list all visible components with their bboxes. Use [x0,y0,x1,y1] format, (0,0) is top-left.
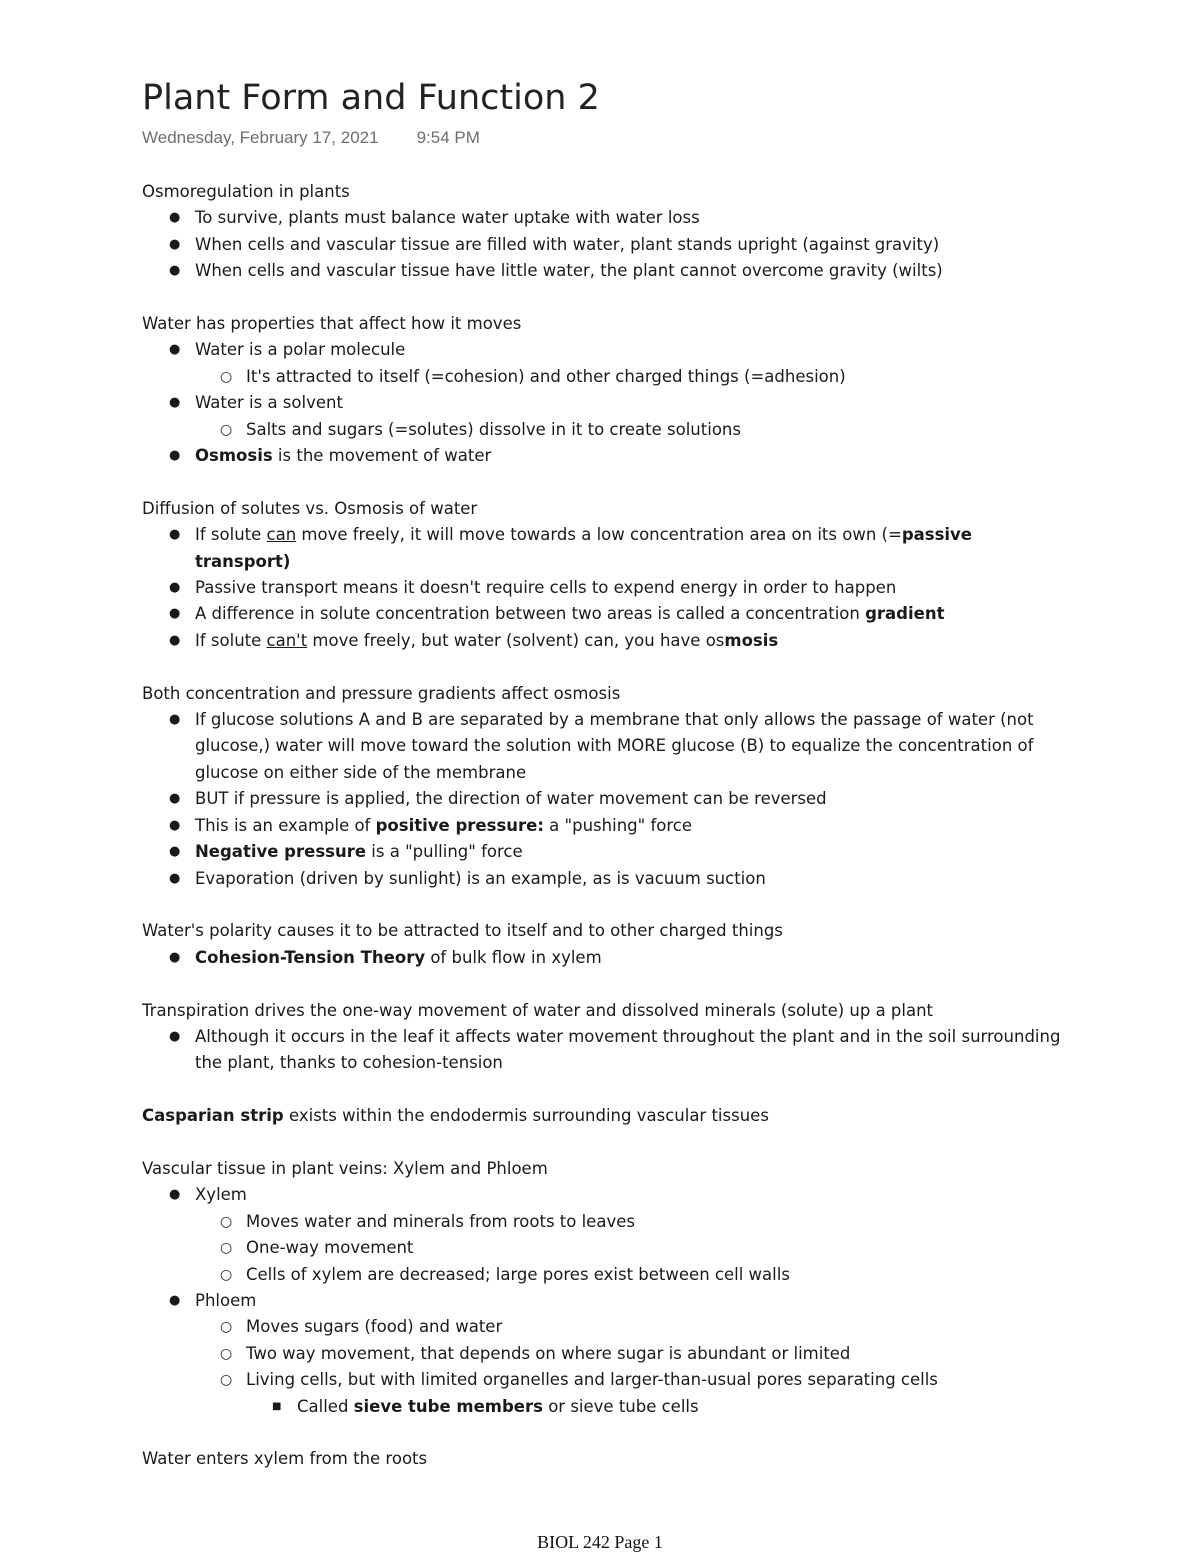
list-item-text: of bulk flow in xylem [425,947,602,967]
list-item-text: is the movement of water [272,446,492,466]
sub-list-item [195,364,1072,390]
circle-bullet-icon: ○ [220,1345,233,1362]
list-item [142,1024,1072,1077]
sub-list-item [195,1209,1072,1235]
list-item-text: Cells of xylem are decreased; large pores exist between cell walls [246,1264,790,1284]
section-heading: Vascular tissue in plant veins: Xylem and Phloem [142,1158,548,1178]
list-item-text: Xylem [195,1185,247,1205]
list-item-text: Living cells, but with limited organelles and larger-than-usual pores separating cells [246,1370,938,1390]
bullet-icon: ● [169,844,181,860]
list-item-text: a "pushing" force [543,815,693,835]
note-body [142,179,1072,1473]
list-item [142,866,1072,892]
sub-list-item [195,1367,1072,1420]
bullet-icon: ● [169,712,181,728]
list-item-text: It's attracted to itself (=cohesion) and other charged things (=adhesion) [246,366,846,386]
bold-term: passive transport) [195,525,973,571]
circle-bullet-icon: ○ [220,368,233,385]
heading-text: exists within the endodermis surrounding vascular tissues [283,1106,769,1126]
section-heading: Transpiration drives the one-way movement of water and dissolved minerals (solute) up a plant [142,1000,934,1020]
bullet-list [142,945,1072,971]
bold-term: Cohesion-Tension Theory [195,947,426,967]
bullet-icon: ● [169,949,181,965]
bold-term: gradient [865,604,945,624]
list-item [142,575,1072,601]
list-item [142,786,1072,812]
list-item [142,443,1072,469]
underlined-term: can [266,525,297,545]
list-item [142,707,1072,786]
bullet-icon: ● [169,870,181,886]
list-item [142,522,1072,575]
circle-bullet-icon: ○ [220,1372,233,1389]
list-item-text: When cells and vascular tissue are filled with water, plant stands upright (against gravity) [195,234,940,254]
list-item-text: Moves sugars (food) and water [246,1317,503,1337]
list-item-text: If solute [195,630,267,650]
list-item-text: Salts and sugars (=solutes) dissolve in it to create solutions [246,419,741,439]
bold-term: positive pressure: [375,815,544,835]
section-heading: Both concentration and pressure gradients affect osmosis [142,683,621,703]
sub-list [195,417,1072,443]
list-item [142,601,1072,627]
sub-list [195,364,1072,390]
sub-list-item [195,1314,1072,1340]
sub-list-item [195,417,1072,443]
bullet-icon: ● [169,580,181,596]
list-item [142,945,1072,971]
bullet-icon: ● [169,236,181,252]
section-roots [142,1446,1072,1472]
sub-sub-list [246,1394,1072,1420]
bold-term: Osmosis [195,446,273,466]
square-bullet-icon: ■ [272,1400,282,1412]
list-item [142,390,1072,443]
section-transpiration [142,998,1072,1077]
list-item-text: is a "pulling" force [366,842,523,862]
bold-term: Casparian strip [142,1106,284,1126]
list-item-text: If solute [195,525,267,545]
page-time: 9:54 PM [416,128,480,147]
page-title: Plant Form and Function 2 [142,78,600,118]
list-item-text: Although it occurs in the leaf it affects water movement throughout the plant and in the soil surrounding the plant, thanks to cohesion-tension [195,1026,1061,1073]
section-vascular [142,1156,1072,1420]
bullet-icon: ● [169,395,181,411]
page-date: Wednesday, February 17, 2021 [142,128,379,147]
section-heading: Water's polarity causes it to be attracted to itself and to other charged things [142,921,783,941]
bullet-list [142,337,1072,469]
section-osmoregulation [142,179,1072,285]
page-footer: BIOL 242 Page 1 [537,1532,663,1552]
list-item-text: This is an example of [195,815,376,835]
sub-list [195,1314,1072,1420]
circle-bullet-icon: ○ [220,1319,233,1336]
section-polarity [142,918,1072,971]
list-item-text: Moves water and minerals from roots to leaves [246,1211,635,1231]
bullet-list [142,707,1072,892]
list-item [142,337,1072,390]
circle-bullet-icon: ○ [220,421,233,438]
list-item-text: Water is a polar molecule [195,340,406,360]
list-item [142,1288,1072,1420]
list-item [142,258,1072,284]
list-item-text: A difference in solute concentration between two areas is called a concentration [195,604,866,624]
list-item [142,232,1072,258]
sub-list-item [195,1341,1072,1367]
bullet-list [142,1182,1072,1420]
circle-bullet-icon: ○ [220,1213,233,1230]
list-item-text: One-way movement [246,1238,414,1258]
section-heading: Water has properties that affect how it moves [142,314,522,334]
list-item-text: BUT if pressure is applied, the direction of water movement can be reversed [195,789,827,809]
section-diffusion [142,496,1072,654]
circle-bullet-icon: ○ [220,1240,233,1257]
list-item-text: If glucose solutions A and B are separated by a membrane that only allows the passage of water (not glucose,) water will move toward the solution with MORE glucose (B) to equalize the concentration of glucose on either side of the membrane [195,710,1034,782]
list-item-text: move freely, it will move towards a low concentration area on its own (= [296,525,902,545]
circle-bullet-icon: ○ [220,1266,233,1283]
sub-list-item [195,1262,1072,1288]
list-item-text: Passive transport means it doesn't require cells to expend energy in order to happen [195,578,897,598]
list-item-text: Two way movement, that depends on where sugar is abundant or limited [246,1343,851,1363]
list-item-text: Phloem [195,1290,257,1310]
list-item-text: When cells and vascular tissue have little water, the plant cannot overcome gravity (wilts) [195,261,943,281]
bullet-icon: ● [169,210,181,226]
bullet-list [142,1024,1072,1077]
list-item-text: To survive, plants must balance water uptake with water loss [195,208,700,228]
bullet-icon: ● [169,791,181,807]
bold-term: sieve tube members [353,1396,543,1416]
bullet-icon: ● [169,263,181,279]
list-item [142,839,1072,865]
sub-list-item [195,1235,1072,1261]
list-item-text: or sieve tube cells [542,1396,699,1416]
section-heading: Water enters xylem from the roots [142,1449,428,1469]
section-heading: Osmoregulation in plants [142,182,350,201]
underlined-term: can't [266,630,308,650]
bullet-icon: ● [169,1292,181,1308]
list-item-text: Water is a solvent [195,393,343,413]
section-water-properties [142,311,1072,469]
list-item [142,813,1072,839]
page-timestamp [142,127,480,149]
bullet-icon: ● [169,817,181,833]
bullet-icon: ● [169,632,181,648]
list-item-text: Evaporation (driven by sunlight) is an example, as is vacuum suction [195,868,766,888]
sub-sub-list-item [246,1394,1072,1420]
list-item-text: Called [297,1396,354,1416]
section-casparian [142,1103,1072,1129]
section-heading: Diffusion of solutes vs. Osmosis of water [142,498,478,518]
sub-list [195,1209,1072,1288]
bullet-list [142,522,1072,654]
bullet-icon: ● [169,448,181,464]
bullet-icon: ● [169,342,181,358]
section-gradients [142,681,1072,892]
bullet-icon: ● [169,606,181,622]
list-item [142,1182,1072,1288]
section-heading [142,1103,1072,1129]
list-item [142,205,1072,231]
list-item [142,628,1072,654]
bullet-icon: ● [169,527,181,543]
bold-term: Negative pressure [195,842,367,862]
bullet-icon: ● [169,1187,181,1203]
list-item-text: move freely, but water (solvent) can, you have os [307,630,725,650]
bold-term: mosis [724,630,779,650]
bullet-icon: ● [169,1028,181,1044]
bullet-list [142,205,1072,284]
